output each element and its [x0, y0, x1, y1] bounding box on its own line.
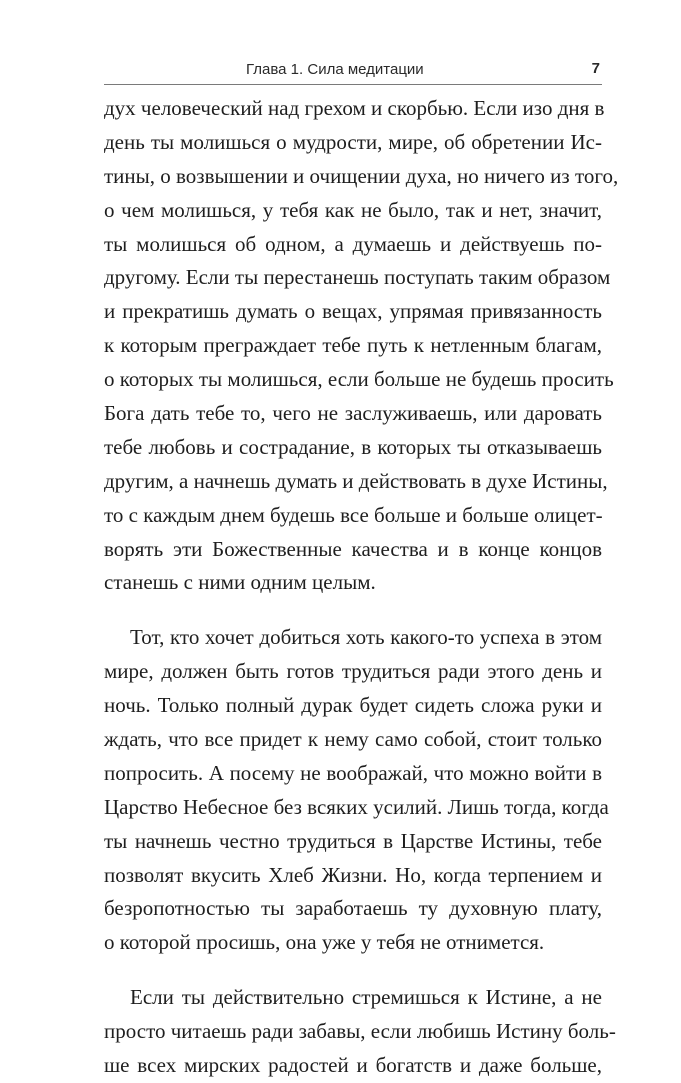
text-line: к которым преграждает тебе путь к нетленным благам, — [104, 333, 602, 358]
text-line: Если ты действительно стремишься к Истине, а не — [130, 985, 602, 1010]
text-line: ждать, что все придет к нему само собой, стоит только — [104, 727, 602, 752]
running-head — [104, 60, 602, 85]
text-line: ворять эти Божественные качества и в конце концов — [104, 536, 602, 561]
body-text — [104, 92, 619, 1083]
text-line: о которых ты молишься, если больше не будешь просить — [104, 367, 614, 392]
text-line: безропотностью ты заработаешь ту духовную плату, — [104, 896, 602, 921]
text-line: о которой просишь, она уже у тебя не отнимется. — [104, 930, 545, 955]
text-line: попросить. А посему не воображай, что можно войти в — [104, 760, 602, 785]
text-line: другим, а начнешь думать и действовать в духе Истины, — [104, 468, 608, 493]
text-line: тины, о возвышении и очищении духа, но ничего из того, — [104, 163, 619, 188]
text-line: то с каждым днем будешь все больше и больше олицет- — [104, 502, 603, 527]
text-line: Тот, кто хочет добиться хоть какого-то успеха в этом — [130, 625, 602, 650]
chapter-title: Глава 1. Сила медитации — [246, 61, 424, 78]
paragraph-3 — [104, 981, 616, 1083]
text-line: станешь с ними одним целым. — [104, 570, 376, 595]
text-line: другому. Если ты перестанешь поступать таким образом — [104, 265, 611, 290]
page-number: 7 — [591, 60, 600, 77]
text-line: тебе любовь и сострадание, в которых ты отказываешь — [104, 434, 602, 459]
text-line: ночь. Только полный дурак будет сидеть сложа руки и — [104, 693, 602, 718]
paragraph-1 — [104, 92, 619, 600]
text-line: Царство Небесное без всяких усилий. Лишь тогда, когда — [104, 794, 609, 819]
text-line: ше всех мирских радостей и богатств и даже больше, — [104, 1053, 602, 1078]
text-line: день ты молишься о мудрости, мире, об обретении Ис- — [104, 129, 602, 154]
text-line: ты молишься об одном, а думаешь и действуешь по- — [104, 231, 602, 256]
text-line: ты начнешь честно трудиться в Царстве Истины, тебе — [104, 828, 602, 853]
text-line: Бога дать тебе то, чего не заслуживаешь, или даровать — [104, 401, 602, 426]
text-line: позволят вкусить Хлеб Жизни. Но, когда терпением и — [104, 862, 602, 887]
text-line: о чем молишься, у тебя как не было, так и нет, значит, — [104, 197, 602, 222]
paragraph-2 — [104, 621, 609, 960]
text-line: просто читаешь ради забавы, если любишь Истину боль- — [104, 1019, 616, 1044]
text-line: дух человеческий над грехом и скорбью. Если изо дня в — [104, 96, 605, 120]
text-line: мире, должен быть готов трудиться ради этого день и — [104, 659, 602, 684]
text-line: и прекратишь думать о вещах, упрямая привязанность — [104, 299, 602, 324]
